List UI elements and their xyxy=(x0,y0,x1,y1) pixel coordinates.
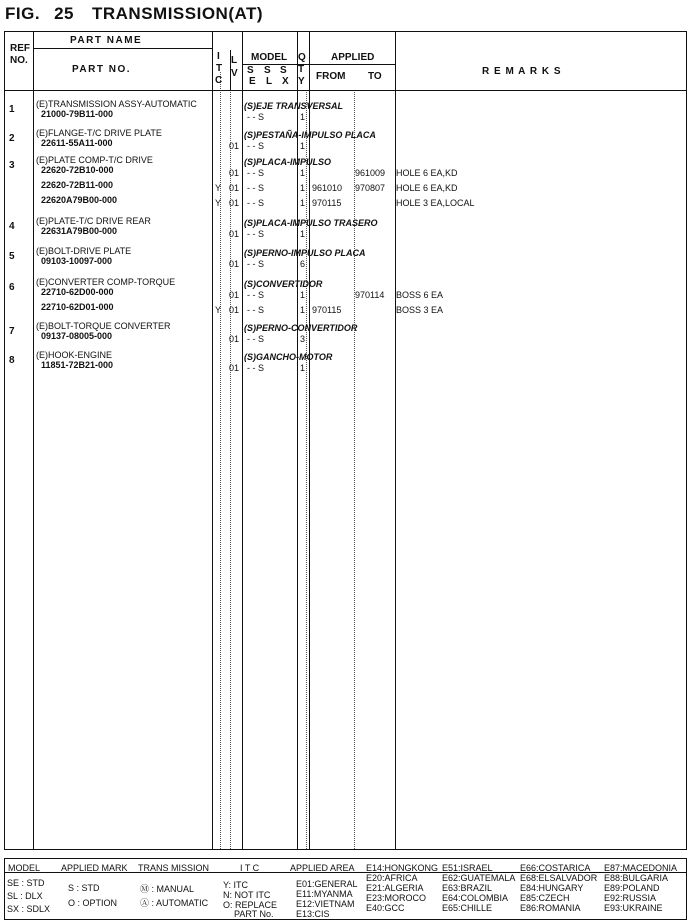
part-number: 22620-72B11-000 xyxy=(41,180,114,190)
ref-number: 8 xyxy=(9,355,15,366)
part-number: 22620A79B00-000 xyxy=(41,195,118,205)
applied-to: 970114 xyxy=(355,290,385,300)
model-applicability: - - S xyxy=(247,229,264,239)
remarks: HOLE 3 EA,LOCAL xyxy=(396,198,475,208)
quantity: 1 xyxy=(300,305,306,315)
itc-flag: Y xyxy=(215,305,222,315)
area-code: E89:POLAND xyxy=(604,883,660,893)
itc-flag: Y xyxy=(215,183,222,193)
ref-number: 5 xyxy=(9,251,15,262)
legend-model-sx: SX : SDLX xyxy=(7,904,51,914)
model-applicability: - - S xyxy=(247,290,264,300)
legend-model-se: SE : STD xyxy=(7,878,45,888)
ref-number: 3 xyxy=(9,160,15,171)
area-code: E87:MACEDONIA xyxy=(604,863,678,873)
part-name: (E)PLATE COMP-T/C DRIVE xyxy=(36,155,153,165)
area-code: E64:COLOMBIA xyxy=(442,893,509,903)
legend-trans-manual: Ⓜ : MANUAL xyxy=(140,884,195,894)
lv-code: 01 xyxy=(229,259,240,269)
legend-footer xyxy=(4,858,687,920)
quantity: 1 xyxy=(300,229,306,239)
fig-number: 25 xyxy=(54,4,74,23)
legend-model-header: MODEL xyxy=(8,863,41,873)
lv-code: 01 xyxy=(229,141,240,151)
quantity: 1 xyxy=(300,168,306,178)
part-name: (E)TRANSMISSION ASSY-AUTOMATIC xyxy=(36,99,197,109)
quantity: 1 xyxy=(300,198,306,208)
part-number: 22631A79B00-000 xyxy=(41,226,118,236)
itc-flag: Y xyxy=(215,198,222,208)
model-applicability: - - S xyxy=(247,112,264,122)
area-code: E01:GENERAL xyxy=(296,879,358,889)
legend-area-header: APPLIED AREA xyxy=(290,863,355,873)
model-applicability: - - S xyxy=(247,305,264,315)
fig-name: TRANSMISSION(AT) xyxy=(91,4,264,23)
ref-number: 2 xyxy=(9,133,15,144)
model-applicability: - - S xyxy=(247,141,264,151)
qty-header-y: Y xyxy=(298,76,305,87)
area-code: E63:BRAZIL xyxy=(442,883,493,893)
part-name: (E)PLATE-T/C DRIVE REAR xyxy=(36,216,151,226)
itc-header-c: C xyxy=(215,75,223,86)
model-applicability: - - S xyxy=(247,363,264,373)
legend-mark-option: O : OPTION xyxy=(68,898,118,908)
area-code: E66:COSTARICA xyxy=(520,863,591,873)
model-applicability: - - S xyxy=(247,198,264,208)
area-code: E11:MYANMA xyxy=(296,889,353,899)
ref-number: 4 xyxy=(9,221,15,232)
area-code: E12:VIETNAM xyxy=(296,899,355,909)
qty-header-t: T xyxy=(298,64,305,75)
area-code: E93:UKRAINE xyxy=(604,903,663,913)
quantity: 1 xyxy=(300,363,306,373)
lv-code: 01 xyxy=(229,183,240,193)
area-code: E51:ISRAEL xyxy=(442,863,493,873)
part-name: (E)CONVERTER COMP-TORQUE xyxy=(36,277,176,287)
itc-header-t: T xyxy=(216,63,223,74)
ref-number: 1 xyxy=(9,104,15,115)
area-code: E23:MOROCO xyxy=(366,893,427,903)
model-applicability: - - S xyxy=(247,334,264,344)
to-header: TO xyxy=(368,71,382,82)
model-col-se-2: E xyxy=(249,76,256,87)
applied-from: 961010 xyxy=(312,183,343,193)
model-applicability: - - S xyxy=(247,168,264,178)
area-code: E13:CIS xyxy=(296,909,330,919)
remarks: HOLE 6 EA,KD xyxy=(396,183,458,193)
from-header: FROM xyxy=(316,71,346,82)
legend-trans-header: TRANS MISSION xyxy=(138,863,210,873)
applied-from: 970115 xyxy=(312,305,342,315)
model-col-sx-2: X xyxy=(282,76,289,87)
lv-code: 01 xyxy=(229,229,240,239)
model-col-sl-1: S xyxy=(264,65,271,76)
part-no-header: PART NO. xyxy=(72,64,132,75)
model-applicability: - - S xyxy=(247,259,264,269)
part-name-spanish: (S)EJE TRANSVERSAL xyxy=(244,101,344,111)
quantity: 1 xyxy=(300,290,306,300)
ref-header-2: NO. xyxy=(10,55,28,66)
quantity: 1 xyxy=(300,141,306,151)
part-name: (E)FLANGE-T/C DRIVE PLATE xyxy=(36,128,162,138)
quantity: 1 xyxy=(300,112,306,122)
applied-header: APPLIED xyxy=(331,52,375,63)
part-name-header: PART NAME xyxy=(70,35,143,46)
model-header: MODEL xyxy=(251,52,288,63)
quantity: 1 xyxy=(300,183,306,193)
lv-code: 01 xyxy=(229,198,240,208)
area-code: E84:HUNGARY xyxy=(520,883,584,893)
part-number: 11851-72B21-000 xyxy=(41,360,114,370)
area-code: E88:BULGARIA xyxy=(604,873,669,883)
legend-itc-header: I T C xyxy=(240,863,260,873)
model-col-sx-1: S xyxy=(280,65,287,76)
ref-header-1: REF xyxy=(10,43,30,54)
area-code: E86:ROMANIA xyxy=(520,903,581,913)
applied-to: 970807 xyxy=(355,183,386,193)
part-number: 09103-10097-000 xyxy=(41,256,113,266)
applied-to: 961009 xyxy=(355,168,386,178)
area-code: E65:CHILLE xyxy=(442,903,493,913)
model-col-se-1: S xyxy=(247,65,254,76)
part-number: 21000-79B11-000 xyxy=(41,109,114,119)
itc-header-i: I xyxy=(217,51,220,62)
legend-itc-o: O: REPLACE xyxy=(223,900,278,910)
part-name-spanish: (S)PESTAÑA-IMPULSO PLACA xyxy=(244,130,376,140)
area-code: E62:GUATEMALA xyxy=(442,873,516,883)
parts-table-body xyxy=(4,31,687,850)
area-code: E40:GCC xyxy=(366,903,405,913)
legend-model-sl: SL : DLX xyxy=(7,891,43,901)
fig-label: FIG. xyxy=(5,4,41,23)
quantity: 6 xyxy=(300,259,306,269)
area-code: E92:RUSSIA xyxy=(604,893,657,903)
quantity: 3 xyxy=(300,334,306,344)
part-name-spanish: (S)PERNO-IMPULSO PLACA xyxy=(244,248,366,258)
remarks: HOLE 6 EA,KD xyxy=(396,168,458,178)
ref-number: 6 xyxy=(9,282,15,293)
part-number: 09137-08005-000 xyxy=(41,331,113,341)
model-col-sl-2: L xyxy=(266,76,273,87)
part-name: (E)HOOK-ENGINE xyxy=(36,350,113,360)
area-code: E21:ALGERIA xyxy=(366,883,424,893)
legend-itc-y: Y: ITC xyxy=(223,880,249,890)
legend-mark-std: S : STD xyxy=(68,883,100,893)
remarks-header: R E M A R K S xyxy=(482,66,562,77)
qty-header-q: Q xyxy=(298,52,306,63)
lv-code: 01 xyxy=(229,305,240,315)
area-code: E85:CZECH xyxy=(520,893,570,903)
remarks: BOSS 6 EA xyxy=(396,290,444,300)
lv-code: 01 xyxy=(229,168,240,178)
area-code: E14:HONGKONG xyxy=(366,863,439,873)
area-code: E20:AFRICA xyxy=(366,873,418,883)
lv-code: 01 xyxy=(229,363,240,373)
part-number: 22611-55A11-000 xyxy=(41,138,113,148)
legend-itc-partno: PART No. xyxy=(234,909,274,919)
part-name-spanish: (S)CONVERTIDOR xyxy=(244,279,323,289)
remarks: BOSS 3 EA xyxy=(396,305,444,315)
part-name-spanish: (S)PERNO-CONVERTIDOR xyxy=(244,323,358,333)
model-applicability: - - S xyxy=(247,183,264,193)
part-name-spanish: (S)GANCHO-MOTOR xyxy=(244,352,333,362)
page-title xyxy=(5,4,263,24)
area-code: E68:ELSALVADOR xyxy=(520,873,598,883)
lv-code: 01 xyxy=(229,334,240,344)
part-name-spanish: (S)PLACA-IMPULSO xyxy=(244,157,331,167)
part-number: 22710-62D00-000 xyxy=(41,287,114,297)
part-name: (E)BOLT-TORQUE CONVERTER xyxy=(36,321,171,331)
part-number: 22710-62D01-000 xyxy=(41,302,114,312)
legend-trans-auto: Ⓐ : AUTOMATIC xyxy=(140,898,209,908)
lv-header-l: L xyxy=(231,55,238,66)
part-name-spanish: (S)PLACA-IMPULSO TRASERO xyxy=(244,218,378,228)
legend-applied-mark-header: APPLIED MARK xyxy=(61,863,128,873)
lv-code: 01 xyxy=(229,290,240,300)
applied-from: 970115 xyxy=(312,198,342,208)
lv-header-v: V xyxy=(231,68,238,79)
ref-number: 7 xyxy=(9,326,15,337)
legend-itc-n: N: NOT ITC xyxy=(223,890,271,900)
part-number: 22620-72B10-000 xyxy=(41,165,114,175)
part-name: (E)BOLT-DRIVE PLATE xyxy=(36,246,132,256)
